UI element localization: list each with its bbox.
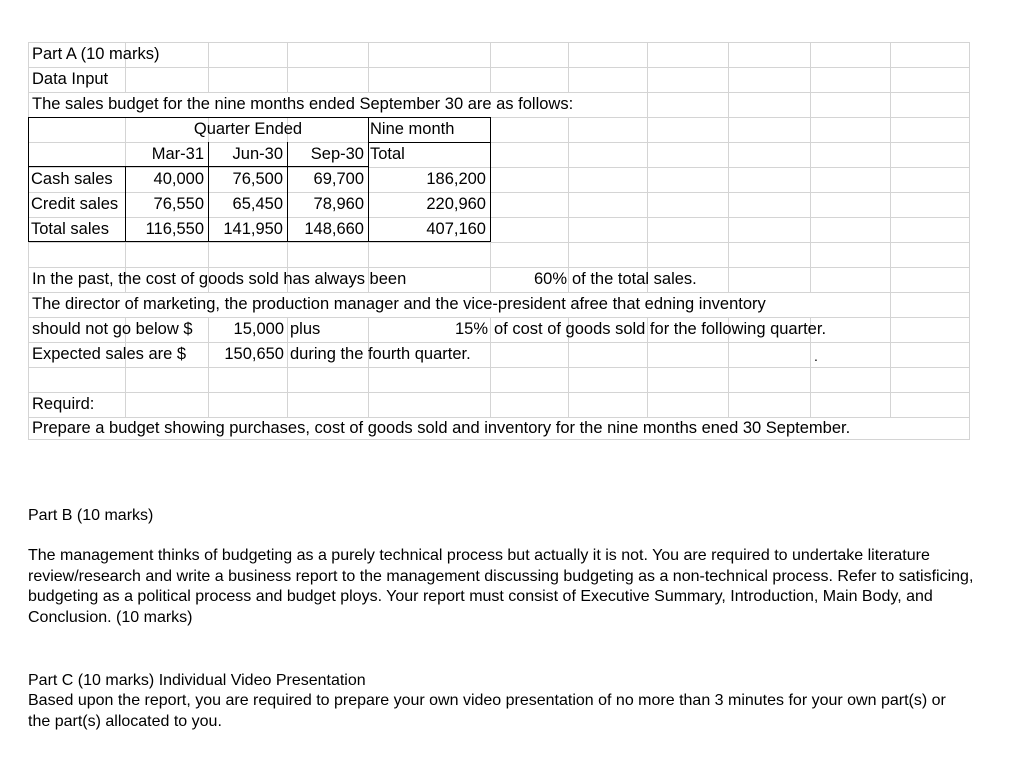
row-label: Cash sales (31, 170, 113, 188)
inventory-suffix: of cost of goods sold for the following quarter. (494, 320, 827, 338)
table-cell: 141,950 (223, 220, 283, 238)
task-text: Prepare a budget showing purchases, cost of goods sold and inventory for the nine months ened 30 September. (32, 419, 851, 437)
table-cell: 40,000 (153, 170, 204, 188)
part-b-body: The management thinks of budgeting as a purely technical process but actually it is not. You are required to undertake literature review/research and write a business report to the management discussing budgeting as a non-technical process. Refer to satisficing, budgeting as a political process and budget ploys. Your report must consist of Executive Summary, Introduction, Main Body, and Conclusion. (10 marks) (28, 547, 974, 626)
nine-month-header: Nine month (370, 120, 455, 138)
inventory-amount: 15,000 (233, 320, 284, 338)
inventory-text: should not go below $ (32, 320, 193, 338)
part-b-title: Part B (10 marks) (28, 507, 154, 524)
table-cell: 116,550 (145, 220, 204, 238)
table-cell: 186,200 (426, 170, 486, 188)
table-cell: 78,960 (313, 195, 364, 213)
column-header: Sep-30 (310, 145, 364, 163)
column-header: Mar-31 (151, 145, 204, 163)
table-cell: 148,660 (304, 220, 364, 238)
column-header: Jun-30 (232, 145, 283, 163)
required-label: Requird: (32, 395, 95, 413)
table-cell: 220,960 (426, 195, 486, 213)
column-header: Total (370, 145, 405, 163)
part-c-body: Based upon the report, you are required to prepare your own video presentation of no more than 3 minutes for your own part(s) or the part(s) allocated to you. (28, 692, 946, 730)
table-cell: 76,550 (153, 195, 204, 213)
director-text: The director of marketing, the production manager and the vice-president afree that edning inventory (32, 295, 766, 313)
quarter-ended-header: Quarter Ended (193, 120, 303, 138)
cogs-percent: 60% (533, 270, 567, 288)
expected-sales-text: Expected sales are $ (32, 345, 187, 363)
sales-budget-intro: The sales budget for the nine months ended September 30 are as follows: (32, 95, 574, 113)
row-label: Credit sales (31, 195, 119, 213)
part-a-title: Part A (10 marks) (32, 45, 160, 63)
stray-dot: . (814, 348, 818, 364)
data-input-label: Data Input (32, 70, 109, 88)
inventory-plus: plus (290, 320, 321, 338)
row-label: Total sales (31, 220, 109, 238)
part-c-title: Part C (10 marks) Individual Video Presentation (28, 672, 366, 689)
table-cell: 76,500 (232, 170, 283, 188)
cogs-suffix: of the total sales. (572, 270, 697, 288)
spreadsheet-area (28, 42, 970, 440)
expected-sales-amount: 150,650 (224, 345, 284, 363)
table-cell: 407,160 (426, 220, 486, 238)
table-cell: 65,450 (232, 195, 283, 213)
inventory-percent: 15% (454, 320, 488, 338)
cogs-text: In the past, the cost of goods sold has always been (32, 270, 407, 288)
expected-sales-suffix: during the fourth quarter. (290, 345, 471, 363)
table-cell: 69,700 (313, 170, 364, 188)
